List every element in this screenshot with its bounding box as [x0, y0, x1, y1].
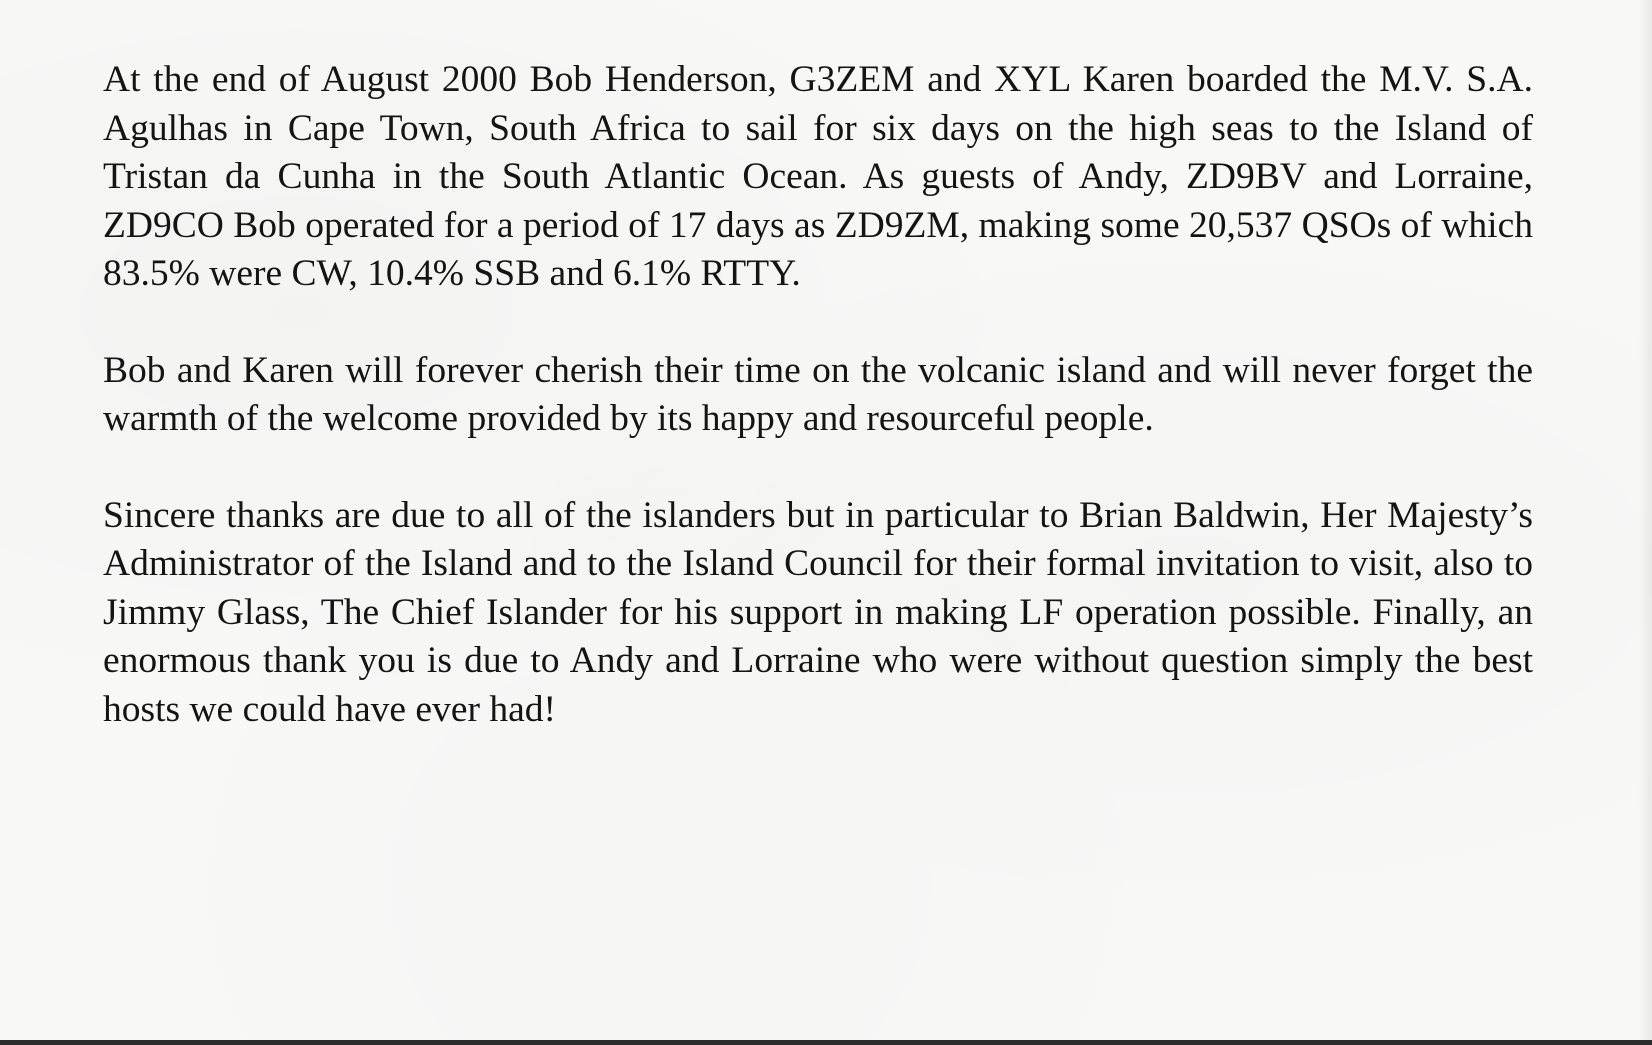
card-text-block	[103, 56, 1533, 782]
card-edge-shadow	[1638, 0, 1652, 1040]
paragraph-acknowledgements: Sincere thanks are due to all of the islanders but in particular to Brian Baldwin, Her Majesty’s Administrator of the Island and to the Island Council for their formal invitation to visit, also to Jimmy Glass, The Chief Islander for his support in making LF operation possible. Finally, an enormous thank you is due to Andy and Lorraine who were without question simply the best hosts we could have ever had!	[103, 494, 1533, 730]
paragraph-island-memories: Bob and Karen will forever cherish their time on the volcanic island and will never forget the warmth of the welcome provided by its happy and resourceful people.	[103, 349, 1533, 439]
paragraph-expedition-summary: At the end of August 2000 Bob Henderson, G3ZEM and XYL Karen boarded the M.V. S.A. Agulhas in Cape Town, South Africa to sail for six days on the high seas to the Island of Tristan da Cunha in the South Atlantic Ocean. As guests of Andy, ZD9BV and Lorraine, ZD9CO Bob operated for a period of 17 days as ZD9ZM, making some 20,537 QSOs of which 83.5% were CW, 10.4% SSB and 6.1% RTTY.	[103, 59, 1533, 294]
